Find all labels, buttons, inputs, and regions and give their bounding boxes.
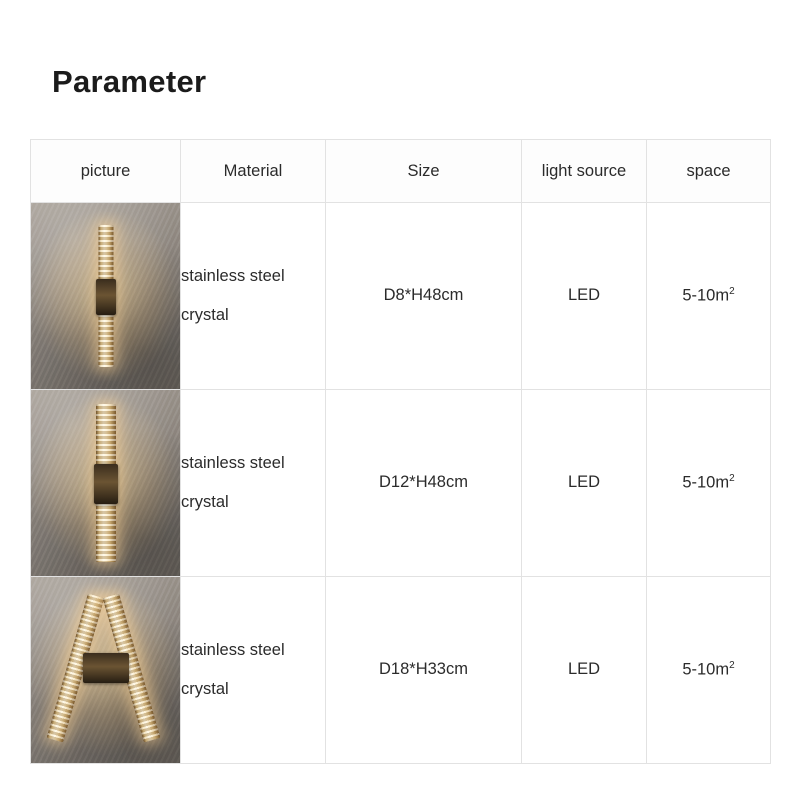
material-line-2: crystal	[181, 680, 229, 698]
product-photo	[31, 577, 180, 763]
size-cell: D8*H48cm	[326, 203, 522, 390]
table-header-row	[31, 140, 771, 203]
product-image-cell	[31, 390, 181, 577]
page-title: Parameter	[52, 64, 207, 99]
parameter-table-wrapper	[30, 139, 770, 764]
material-cell	[181, 203, 326, 390]
material-cell	[181, 577, 326, 764]
space-cell	[647, 390, 771, 577]
product-photo	[31, 203, 180, 389]
material-line-1: stainless steel	[181, 454, 285, 473]
size-cell: D18*H33cm	[326, 577, 522, 764]
space-value: 5-10m	[682, 473, 730, 492]
material-cell	[181, 390, 326, 577]
material-line-2: crystal	[181, 493, 229, 511]
space-unit: 2	[729, 285, 735, 297]
table-body	[31, 203, 771, 764]
product-photo	[31, 390, 180, 576]
space-value: 5-10m	[682, 660, 730, 679]
light-source-cell: LED	[522, 203, 647, 390]
product-image-cell	[31, 203, 181, 390]
space-unit: 2	[729, 659, 735, 671]
space-cell	[647, 577, 771, 764]
lamp-mount-icon	[96, 279, 116, 315]
lamp-mount-icon	[94, 464, 118, 504]
light-source-cell: LED	[522, 390, 647, 577]
space-value: 5-10m	[682, 286, 730, 305]
space-unit: 2	[729, 472, 735, 484]
column-header-picture: picture	[31, 140, 181, 203]
material-line-2: crystal	[181, 306, 229, 324]
column-header-material: Material	[181, 140, 326, 203]
table-row	[31, 203, 771, 390]
table-row	[31, 577, 771, 764]
column-header-size: Size	[326, 140, 522, 203]
space-cell	[647, 203, 771, 390]
parameter-table	[30, 139, 771, 764]
material-line-1: stainless steel	[181, 267, 285, 286]
size-cell: D12*H48cm	[326, 390, 522, 577]
column-header-space: space	[647, 140, 771, 203]
table-header	[31, 140, 771, 203]
lamp-mount-icon	[83, 653, 129, 683]
light-source-cell: LED	[522, 577, 647, 764]
column-header-light-source: light source	[522, 140, 647, 203]
product-image-cell	[31, 577, 181, 764]
table-row	[31, 390, 771, 577]
material-line-1: stainless steel	[181, 641, 285, 660]
